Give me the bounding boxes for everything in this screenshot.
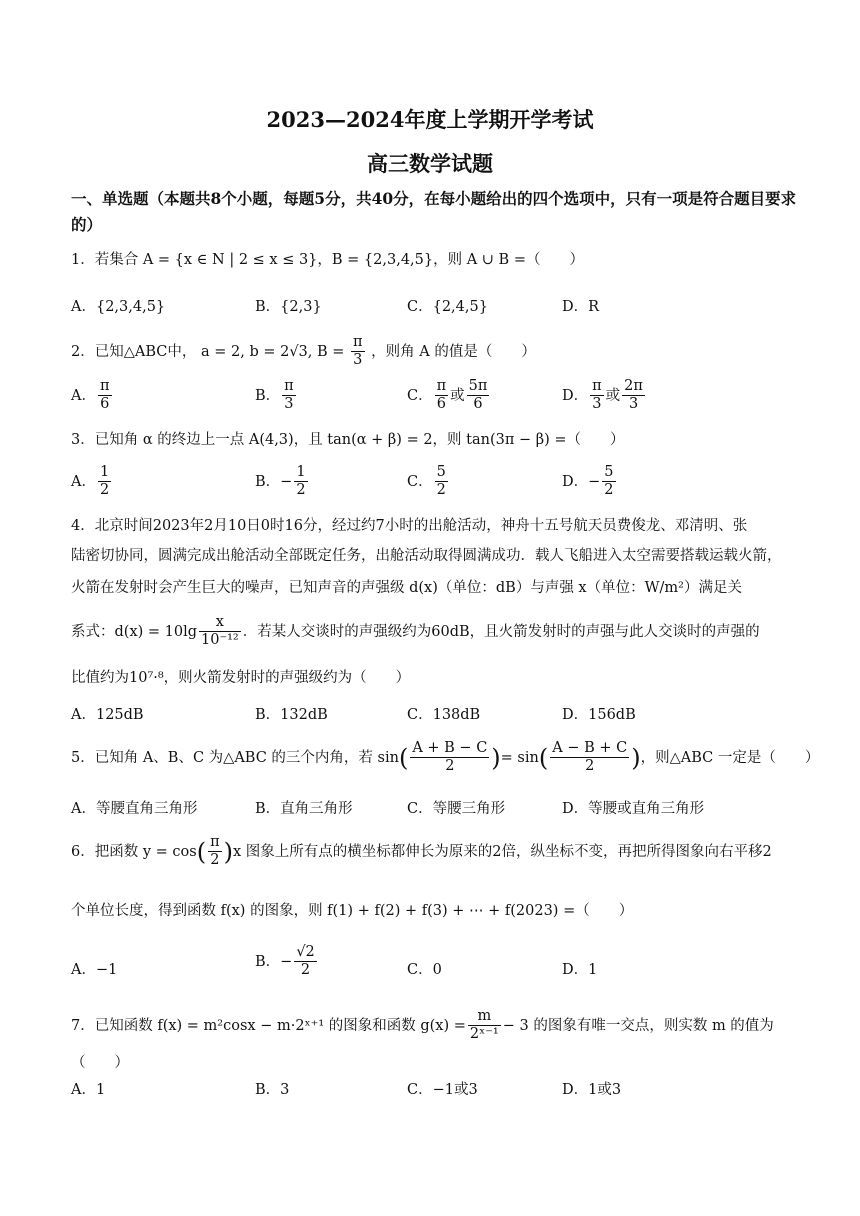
q2-c-label: C． [407, 387, 433, 404]
q4-option-a: A．125dB [71, 707, 144, 723]
q6-num: π [208, 834, 222, 852]
q5-frac-2 [550, 740, 629, 776]
q5-den-1: 2 [445, 758, 455, 775]
q3-a-label: A． [71, 473, 96, 490]
q2-d-num2: 2π [622, 378, 645, 396]
q4-option-c: C．138dB [407, 707, 481, 723]
question-4-line-2: 陆密切协同，圆满完成出舱活动全部既定任务，出舱活动取得圆满成功．载人飞船进入太空需要搭载运载火箭， [71, 548, 782, 564]
question-1-stem: 1．若集合 A = {x ∈ N | 2 ≤ x ≤ 3}，B = {2,3,4,5}，则 A ∪ B =（ ） [71, 252, 584, 268]
question-7-line-2: （ ） [71, 1055, 129, 1071]
q2-frac-num: π [351, 334, 365, 352]
q1-option-b: B．{2,3} [255, 299, 322, 315]
q4-formula-frac [199, 614, 241, 650]
question-7-stem [71, 1008, 801, 1044]
q7-option-a: A．1 [71, 1082, 106, 1098]
q2-b-num: π [282, 378, 296, 396]
q3-option-b [255, 464, 310, 500]
q3-d-label: D．− [562, 473, 601, 490]
q5-option-c: C．等腰三角形 [407, 801, 506, 817]
q5-stem-post: ，则△ABC 一定是（ ） [640, 749, 820, 766]
question-4-line-5: 比值约为10⁷·⁸，则火箭发射时的声强级约为（ ） [71, 670, 411, 686]
q6-option-b [255, 944, 319, 980]
q2-d-den2: 3 [628, 396, 639, 413]
q7-num: m [468, 1008, 501, 1026]
q4-option-d: D．156dB [562, 707, 636, 723]
q3-c-frac [435, 464, 448, 500]
q5-paren-open-2: ( [538, 743, 549, 772]
question-5-stem [71, 740, 820, 776]
q4-formula-pre: 系式：d(x) = 10lg [71, 623, 198, 640]
q3-d-frac [602, 464, 615, 500]
q1-option-d: D．R [562, 299, 600, 315]
q4-frac-num: x [199, 614, 241, 632]
q7-option-d: D．1或3 [562, 1082, 622, 1098]
q5-stem-mid: = sin [500, 749, 539, 766]
q2-a-num: π [98, 378, 112, 396]
q2-option-a [71, 378, 114, 414]
q5-num-2: A − B + C [550, 740, 629, 758]
q2-d-label: D． [562, 387, 589, 404]
q2-a-den: 6 [100, 396, 110, 413]
q6-stem-post: x 图象上所有点的横坐标都伸长为原来的2倍，纵坐标不变，再把所得图象向右平移2 [232, 843, 772, 860]
q5-paren-close-1: ) [491, 743, 501, 772]
q2-frac-den: 3 [353, 352, 363, 369]
q3-option-a [71, 464, 113, 500]
q6-b-frac [294, 944, 316, 980]
q2-option-c [407, 378, 491, 414]
question-6-line-2: 个单位长度，得到函数 f(x) 的图象，则 f(1) + f(2) + f(3) + ⋯ + f(2023) =（ ） [71, 903, 634, 919]
q3-c-label: C． [407, 473, 433, 490]
question-3-stem: 3．已知角 α 的终边上一点 A(4,3)，且 tan(α + β) = 2，则 tan(3π − β) =（ ） [71, 432, 625, 448]
q2-c-den2: 6 [473, 396, 483, 413]
q2-b-den: 3 [284, 396, 294, 413]
q5-frac-1 [410, 740, 489, 776]
question-6-stem [71, 834, 801, 870]
section-heading: 一、单选题（本题共8个小题，每题5分，共40分，在每小题给出的四个选项中，只有一项是符合题目要求的） [71, 189, 797, 234]
q3-b-num: 1 [294, 464, 307, 482]
q3-d-den: 2 [604, 482, 614, 499]
q2-option-d [562, 378, 647, 414]
q7-frac [468, 1008, 501, 1044]
q6-b-num: √2 [294, 944, 316, 962]
q2-stem-fraction [351, 334, 365, 370]
q3-c-den: 2 [436, 482, 446, 499]
q6-stem-pre: 6．把函数 y = cos [71, 843, 197, 860]
q1-option-a: A．{2,3,4,5} [71, 299, 166, 315]
q3-c-num: 5 [435, 464, 448, 482]
question-2-stem [71, 334, 801, 370]
q2-stem-mid: a = 2, b = 2√3, B = [200, 343, 345, 360]
q2-c-or: 或 [450, 387, 465, 404]
q2-d-num1: π [590, 378, 604, 396]
q6-paren-open: ( [196, 837, 207, 866]
question-4-line-3: 火箭在发射时会产生巨大的噪声，已知声音的声强级 d(x)（单位：dB）与声强 x（单位：W/m²）满足关 [71, 580, 742, 596]
q6-option-a: A．−1 [71, 962, 118, 978]
q2-b-label: B． [255, 387, 281, 404]
q5-option-d: D．等腰或直角三角形 [562, 801, 705, 817]
q2-c-den1: 6 [436, 396, 446, 413]
q3-b-frac [294, 464, 307, 500]
q7-option-b: B．3 [255, 1082, 290, 1098]
q3-b-den: 2 [296, 482, 306, 499]
q7-option-c: C．−1或3 [407, 1082, 478, 1098]
q4-frac-den: 10⁻¹² [201, 632, 239, 649]
question-4-line-1: 4．北京时间2023年2月10日0时16分，经过约7小时的出舱活动，神舟十五号航天员费俊龙、邓清明、张 [71, 518, 748, 534]
q2-c-num1: π [435, 378, 449, 396]
q6-option-c: C．0 [407, 962, 442, 978]
q6-paren-close: ) [223, 837, 233, 866]
q2-b-frac [282, 378, 296, 414]
q7-den: 2ˣ⁻¹ [469, 1026, 499, 1043]
exam-title: 2023—2024年度上学期开学考试 [266, 107, 594, 132]
q2-a-frac [98, 378, 112, 414]
q3-option-d [562, 464, 618, 500]
q5-stem-pre: 5．已知角 A、B、C 为△ABC 的三个内角，若 sin [71, 749, 399, 766]
q3-a-frac [98, 464, 111, 500]
q5-paren-close-2: ) [631, 743, 641, 772]
q3-option-c [407, 464, 450, 500]
q1-option-c: C．{2,4,5} [407, 299, 488, 315]
q6-frac [208, 834, 222, 870]
q5-den-2: 2 [585, 758, 595, 775]
q2-c-frac1 [435, 378, 449, 414]
q7-stem-pre: 7．已知函数 f(x) = m²cosx − m·2ˣ⁺¹ 的图象和函数 g(x) = [71, 1017, 466, 1034]
q3-d-num: 5 [602, 464, 615, 482]
q5-num-1: A + B − C [410, 740, 489, 758]
q6-option-d: D．1 [562, 962, 598, 978]
q4-formula-post: ．若某人交谈时的声强级约为60dB，且火箭发射时的声强与此人交谈时的声强的 [242, 623, 760, 640]
q2-c-frac2 [467, 378, 490, 414]
exam-subtitle: 高三数学试题 [367, 151, 493, 176]
q2-c-num2: 5π [467, 378, 490, 396]
q2-stem-post: ，则角 A 的值是（ ） [371, 343, 536, 360]
q3-b-label: B．− [255, 473, 293, 490]
q3-a-den: 2 [99, 482, 110, 499]
q4-option-b: B．132dB [255, 707, 328, 723]
q3-a-num: 1 [98, 464, 111, 482]
q7-stem-post: − 3 的图象有唯一交点，则实数 m 的值为 [502, 1017, 774, 1034]
q6-den: 2 [210, 852, 220, 869]
q6-b-label: B．− [255, 953, 293, 970]
q5-option-a: A．等腰直角三角形 [71, 801, 198, 817]
q2-d-or: 或 [605, 387, 621, 404]
q2-d-frac2 [622, 378, 645, 414]
q2-option-b [255, 378, 298, 414]
q2-d-den1: 3 [592, 396, 602, 413]
q5-paren-open-1: ( [398, 743, 409, 772]
q2-stem-pre: 2．已知△ABC中， [71, 343, 197, 360]
q2-a-label: A． [71, 387, 96, 404]
q2-d-frac1 [590, 378, 604, 414]
question-4-line-4 [71, 614, 801, 650]
q5-option-b: B．直角三角形 [255, 801, 353, 817]
q6-b-den: 2 [300, 962, 311, 979]
